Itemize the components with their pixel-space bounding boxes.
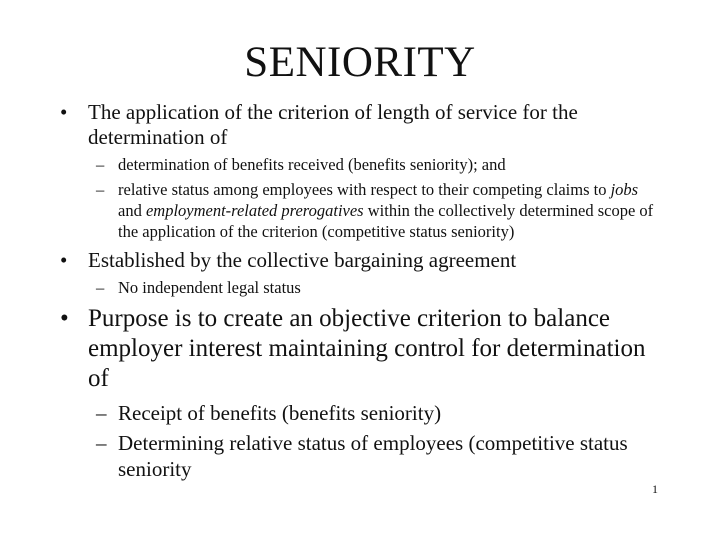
slide-title: SENIORITY (244, 39, 476, 86)
sub-bullet-item (60, 430, 660, 482)
emphasis-jobs: jobs (610, 180, 639, 199)
sub-bullet-item (60, 400, 660, 426)
bullet-text: Established by the collective bargaining agreement (88, 248, 517, 272)
bullet-item (60, 100, 660, 150)
sub-bullet-text: determination of benefits received (benefits seniority); and (118, 155, 506, 174)
sub-bullet-item (60, 277, 660, 298)
sub-bullet-text: Determining relative status of employees (competitive status seniority (118, 431, 628, 481)
bullet-glyph: • (60, 248, 68, 272)
dash-glyph: – (96, 180, 105, 199)
bullet-item (60, 248, 660, 273)
bullet-glyph: • (60, 305, 69, 332)
bullet-item (60, 304, 660, 394)
dash-glyph: – (96, 401, 107, 425)
dash-glyph: – (96, 278, 105, 297)
sub-bullet-text: Receipt of benefits (benefits seniority) (118, 401, 442, 425)
emphasis-prerogatives: employment-related prerogatives (145, 201, 364, 220)
sub-bullet-item (60, 154, 660, 175)
page-number: 1 (652, 482, 658, 496)
sub-bullet-text: relative status among employees with respect to their competing claims to jobs and employment-related prerogatives within the collectively determined scope of the application of the criterion (competitive status seniority) (118, 180, 654, 241)
sub-bullet-text: No independent legal status (118, 278, 301, 297)
dash-glyph: – (96, 431, 107, 455)
bullet-list (60, 100, 660, 482)
dash-glyph: – (96, 155, 105, 174)
sub-bullet-item (60, 179, 660, 242)
bullet-text: Purpose is to create an objective criterion to balance employer interest maintaining control for determination of (88, 305, 646, 392)
bullet-text: The application of the criterion of length of service for the determination of (88, 100, 578, 149)
bullet-glyph: • (60, 100, 68, 124)
